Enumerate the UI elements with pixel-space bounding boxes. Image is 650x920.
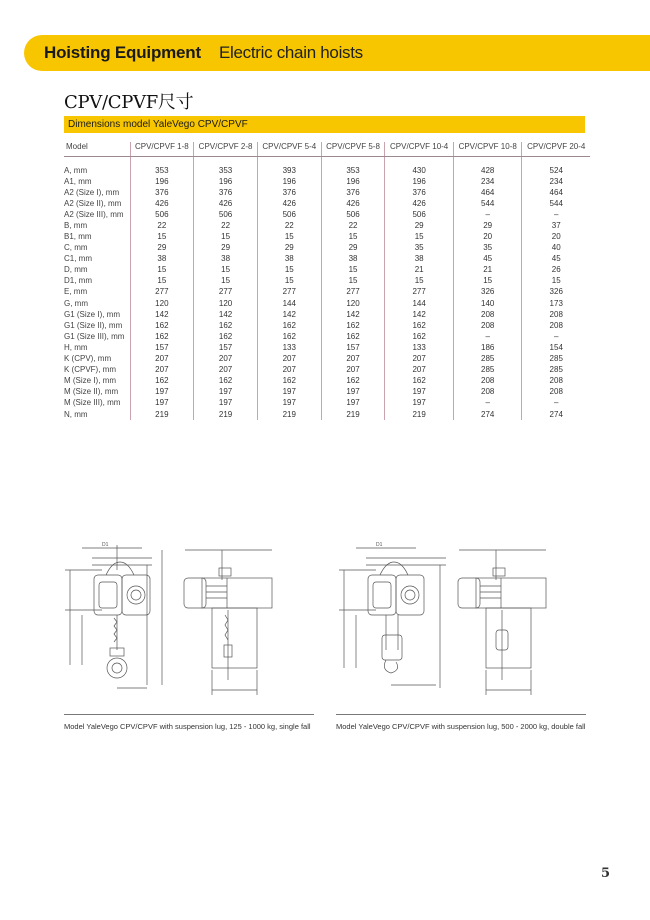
table-cell: 196 bbox=[194, 176, 258, 187]
table-cell: 274 bbox=[453, 408, 522, 419]
table-cell: 162 bbox=[257, 375, 321, 386]
table-cell: 15 bbox=[321, 275, 385, 286]
table-cell: 207 bbox=[385, 364, 454, 375]
table-cell: 430 bbox=[385, 156, 454, 176]
table-cell: 197 bbox=[385, 386, 454, 397]
table-cell: 426 bbox=[194, 198, 258, 209]
table-cell: 133 bbox=[257, 342, 321, 353]
table-cell: 219 bbox=[194, 408, 258, 419]
table-cell: 45 bbox=[522, 253, 590, 264]
table-cell: 162 bbox=[321, 375, 385, 386]
table-cell: 524 bbox=[522, 156, 590, 176]
table-cell: 208 bbox=[522, 375, 590, 386]
table-cell: 207 bbox=[194, 364, 258, 375]
table-cell: 277 bbox=[257, 286, 321, 297]
table-cell: 140 bbox=[453, 298, 522, 309]
caption-single-fall: Model YaleVego CPV/CPVF with suspension lug, 125 - 1000 kg, single fall bbox=[64, 722, 311, 731]
table-cell: 207 bbox=[257, 364, 321, 375]
table-cell: 506 bbox=[321, 209, 385, 220]
table-cell: 162 bbox=[385, 331, 454, 342]
table-cell: 15 bbox=[257, 231, 321, 242]
table-cell: 208 bbox=[453, 375, 522, 386]
row-label: M (Size III), mm bbox=[64, 398, 121, 408]
table-cell: 197 bbox=[385, 397, 454, 408]
table-cell: 393 bbox=[257, 156, 321, 176]
header-bar bbox=[24, 35, 650, 71]
table-row bbox=[64, 364, 590, 375]
table-cell: 15 bbox=[130, 264, 194, 275]
row-label: G1 (Size I), mm bbox=[64, 309, 121, 319]
table-cell: 197 bbox=[257, 386, 321, 397]
hoist-drawing-double-fall bbox=[336, 540, 591, 700]
row-label: A2 (Size III), mm bbox=[64, 209, 124, 219]
table-cell: 15 bbox=[194, 275, 258, 286]
table-cell: 197 bbox=[130, 386, 194, 397]
row-label: A2 (Size I), mm bbox=[64, 187, 120, 197]
table-cell: – bbox=[522, 397, 590, 408]
table-cell: 162 bbox=[130, 375, 194, 386]
table-cell: 197 bbox=[194, 397, 258, 408]
row-label: A2 (Size II), mm bbox=[64, 198, 122, 208]
table-cell: 506 bbox=[257, 209, 321, 220]
svg-text:D1: D1 bbox=[376, 542, 383, 548]
table-cell: 208 bbox=[522, 320, 590, 331]
row-label: C, mm bbox=[64, 243, 88, 253]
table-cell: 40 bbox=[522, 242, 590, 253]
table-cell: 376 bbox=[321, 187, 385, 198]
table-cell: 29 bbox=[385, 220, 454, 231]
table-cell: 208 bbox=[522, 309, 590, 320]
table-cell: 162 bbox=[130, 331, 194, 342]
table-cell: 277 bbox=[321, 286, 385, 297]
table-row bbox=[64, 220, 590, 231]
table-cell: 29 bbox=[321, 242, 385, 253]
table-cell: 15 bbox=[321, 264, 385, 275]
table-body bbox=[64, 156, 590, 420]
column-header: CPV/CPVF 1-8 bbox=[130, 142, 194, 156]
table-cell: 162 bbox=[257, 320, 321, 331]
subsection-title: Electric chain hoists bbox=[218, 43, 363, 62]
table-cell: 219 bbox=[130, 408, 194, 419]
table-cell: 35 bbox=[385, 242, 454, 253]
dimensions-table bbox=[64, 142, 590, 420]
row-label: G1 (Size II), mm bbox=[64, 320, 123, 330]
table-cell: 285 bbox=[522, 364, 590, 375]
table-cell: 376 bbox=[257, 187, 321, 198]
row-label: D1, mm bbox=[64, 276, 92, 286]
table-cell: 376 bbox=[385, 187, 454, 198]
table-cell: 428 bbox=[453, 156, 522, 176]
table-row bbox=[64, 156, 590, 176]
table-row bbox=[64, 375, 590, 386]
table-row bbox=[64, 209, 590, 220]
table-cell: 196 bbox=[321, 176, 385, 187]
table-cell: 162 bbox=[194, 320, 258, 331]
table-row bbox=[64, 320, 590, 331]
table-cell: 144 bbox=[257, 298, 321, 309]
table-cell: 45 bbox=[453, 253, 522, 264]
table-cell: – bbox=[522, 209, 590, 220]
table-cell: 285 bbox=[453, 364, 522, 375]
table-cell: 162 bbox=[385, 375, 454, 386]
table-cell: 22 bbox=[321, 220, 385, 231]
table-cell: 142 bbox=[321, 309, 385, 320]
table-cell: 197 bbox=[194, 386, 258, 397]
table-cell: 20 bbox=[453, 231, 522, 242]
table-cell: – bbox=[453, 397, 522, 408]
table-cell: 120 bbox=[321, 298, 385, 309]
caption-divider-right bbox=[336, 714, 586, 715]
table-cell: 196 bbox=[257, 176, 321, 187]
table-cell: 196 bbox=[385, 176, 454, 187]
table-cell: 208 bbox=[522, 386, 590, 397]
table-cell: 207 bbox=[257, 353, 321, 364]
table-row bbox=[64, 408, 590, 419]
column-header: CPV/CPVF 20-4 bbox=[522, 142, 590, 156]
table-cell: 197 bbox=[130, 397, 194, 408]
row-label: A1, mm bbox=[64, 176, 92, 186]
row-label: N, mm bbox=[64, 409, 88, 419]
table-cell: 208 bbox=[453, 309, 522, 320]
table-cell: 157 bbox=[130, 342, 194, 353]
table-cell: 162 bbox=[321, 331, 385, 342]
table-cell: 277 bbox=[194, 286, 258, 297]
column-header: CPV/CPVF 10-4 bbox=[385, 142, 454, 156]
row-label: K (CPV), mm bbox=[64, 354, 112, 364]
table-cell: 162 bbox=[321, 320, 385, 331]
table-row bbox=[64, 286, 590, 297]
table-cell: 21 bbox=[453, 264, 522, 275]
table-cell: 133 bbox=[385, 342, 454, 353]
row-label: M (Size I), mm bbox=[64, 376, 116, 386]
row-label: E, mm bbox=[64, 287, 88, 297]
caption-divider-left bbox=[64, 714, 314, 715]
table-cell: 26 bbox=[522, 264, 590, 275]
table-cell: 234 bbox=[522, 176, 590, 187]
table-cell: 426 bbox=[257, 198, 321, 209]
table-cell: 506 bbox=[194, 209, 258, 220]
column-header: CPV/CPVF 5-4 bbox=[257, 142, 321, 156]
table-cell: 162 bbox=[194, 375, 258, 386]
table-cell: 376 bbox=[194, 187, 258, 198]
table-cell: 207 bbox=[194, 353, 258, 364]
svg-text:D1: D1 bbox=[102, 542, 109, 548]
table-row bbox=[64, 275, 590, 286]
table-row bbox=[64, 353, 590, 364]
table-cell: 353 bbox=[321, 156, 385, 176]
column-header: CPV/CPVF 10-8 bbox=[453, 142, 522, 156]
table-cell: 207 bbox=[321, 364, 385, 375]
table-cell: 464 bbox=[453, 187, 522, 198]
table-cell: 162 bbox=[130, 320, 194, 331]
table-row bbox=[64, 342, 590, 353]
table-cell: 15 bbox=[385, 275, 454, 286]
table-cell: 15 bbox=[257, 275, 321, 286]
table-cell: 186 bbox=[453, 342, 522, 353]
table-cell: 464 bbox=[522, 187, 590, 198]
table-row bbox=[64, 231, 590, 242]
table-row bbox=[64, 397, 590, 408]
table-cell: 15 bbox=[321, 231, 385, 242]
table-cell: 219 bbox=[385, 408, 454, 419]
table-cell: 197 bbox=[321, 386, 385, 397]
table-cell: 157 bbox=[321, 342, 385, 353]
table-row bbox=[64, 176, 590, 187]
row-label: A, mm bbox=[64, 165, 88, 175]
table-cell: 15 bbox=[130, 275, 194, 286]
table-cell: 29 bbox=[453, 220, 522, 231]
table-cell: 22 bbox=[194, 220, 258, 231]
table-cell: 285 bbox=[522, 353, 590, 364]
table-cell: 20 bbox=[522, 231, 590, 242]
hoist-drawing-single-fall bbox=[62, 540, 317, 700]
table-cell: 22 bbox=[130, 220, 194, 231]
table-cell: 426 bbox=[321, 198, 385, 209]
table-cell: 15 bbox=[194, 231, 258, 242]
table-cell: 353 bbox=[130, 156, 194, 176]
table-cell: 277 bbox=[385, 286, 454, 297]
table-cell: 162 bbox=[385, 320, 454, 331]
table-cell: 29 bbox=[257, 242, 321, 253]
table-cell: 207 bbox=[321, 353, 385, 364]
diagram-single-fall bbox=[62, 540, 317, 700]
table-cell: 22 bbox=[257, 220, 321, 231]
row-label: K (CPVF), mm bbox=[64, 365, 116, 375]
table-cell: 353 bbox=[194, 156, 258, 176]
table-cell: 162 bbox=[257, 331, 321, 342]
row-label: M (Size II), mm bbox=[64, 387, 119, 397]
row-label: H, mm bbox=[64, 342, 88, 352]
table-cell: 197 bbox=[321, 397, 385, 408]
table-cell: 38 bbox=[130, 253, 194, 264]
table-cell: 15 bbox=[385, 231, 454, 242]
table-caption: Dimensions model YaleVego CPV/CPVF bbox=[68, 119, 248, 130]
table-cell: – bbox=[453, 331, 522, 342]
table-row bbox=[64, 187, 590, 198]
table-cell: 506 bbox=[385, 209, 454, 220]
row-label: B1, mm bbox=[64, 232, 92, 242]
table-cell: 142 bbox=[194, 309, 258, 320]
row-label: G1 (Size III), mm bbox=[64, 331, 125, 341]
section-title: Hoisting Equipment bbox=[44, 43, 201, 62]
table-cell: 376 bbox=[130, 187, 194, 198]
table-cell: 37 bbox=[522, 220, 590, 231]
column-header: CPV/CPVF 2-8 bbox=[194, 142, 258, 156]
table-row bbox=[64, 253, 590, 264]
table-caption-bar bbox=[64, 116, 585, 133]
table-cell: 29 bbox=[194, 242, 258, 253]
table-cell: 207 bbox=[385, 353, 454, 364]
table-cell: 15 bbox=[130, 231, 194, 242]
table-cell: 219 bbox=[321, 408, 385, 419]
table-cell: 426 bbox=[130, 198, 194, 209]
table-header-row bbox=[64, 142, 590, 156]
table-cell: 38 bbox=[385, 253, 454, 264]
table-cell: 208 bbox=[453, 320, 522, 331]
table-cell: 506 bbox=[130, 209, 194, 220]
table-cell: 38 bbox=[194, 253, 258, 264]
table-cell: 142 bbox=[130, 309, 194, 320]
table-cell: 544 bbox=[522, 198, 590, 209]
table-cell: 162 bbox=[194, 331, 258, 342]
table-cell: 38 bbox=[257, 253, 321, 264]
table-cell: 207 bbox=[130, 364, 194, 375]
table-cell: 157 bbox=[194, 342, 258, 353]
table-cell: 173 bbox=[522, 298, 590, 309]
table-cell: 326 bbox=[453, 286, 522, 297]
table-cell: 207 bbox=[130, 353, 194, 364]
table-cell: 142 bbox=[257, 309, 321, 320]
table-cell: 29 bbox=[130, 242, 194, 253]
column-header: CPV/CPVF 5-8 bbox=[321, 142, 385, 156]
table-cell: 144 bbox=[385, 298, 454, 309]
table-cell: 274 bbox=[522, 408, 590, 419]
row-label: G, mm bbox=[64, 298, 88, 308]
row-label: D, mm bbox=[64, 265, 88, 275]
page-number: 5 bbox=[601, 866, 611, 881]
row-label: C1, mm bbox=[64, 254, 92, 264]
table-cell: 234 bbox=[453, 176, 522, 187]
table-cell: 120 bbox=[194, 298, 258, 309]
table-cell: 21 bbox=[385, 264, 454, 275]
diagram-double-fall bbox=[336, 540, 591, 700]
column-header-model: Model bbox=[64, 142, 130, 156]
table-cell: – bbox=[522, 331, 590, 342]
table-cell: 285 bbox=[453, 353, 522, 364]
table-row bbox=[64, 198, 590, 209]
table-cell: 326 bbox=[522, 286, 590, 297]
table-cell: 196 bbox=[130, 176, 194, 187]
table-row bbox=[64, 331, 590, 342]
table-row bbox=[64, 264, 590, 275]
table-cell: 15 bbox=[257, 264, 321, 275]
table-cell: 277 bbox=[130, 286, 194, 297]
table-cell: 142 bbox=[385, 309, 454, 320]
table-row bbox=[64, 309, 590, 320]
table-cell: 544 bbox=[453, 198, 522, 209]
table-cell: 208 bbox=[453, 386, 522, 397]
table-row bbox=[64, 386, 590, 397]
table-cell: 120 bbox=[130, 298, 194, 309]
table-row bbox=[64, 298, 590, 309]
table-cell: 15 bbox=[453, 275, 522, 286]
caption-double-fall: Model YaleVego CPV/CPVF with suspension lug, 500 - 2000 kg, double fall bbox=[336, 722, 586, 731]
table-cell: 35 bbox=[453, 242, 522, 253]
table-cell: 154 bbox=[522, 342, 590, 353]
table-cell: 197 bbox=[257, 397, 321, 408]
table-row bbox=[64, 242, 590, 253]
table-cell: 38 bbox=[321, 253, 385, 264]
page-title: CPV/CPVF尺寸 bbox=[64, 92, 194, 113]
table-cell: 15 bbox=[194, 264, 258, 275]
table-cell: 15 bbox=[522, 275, 590, 286]
row-label: B, mm bbox=[64, 220, 88, 230]
table-cell: 219 bbox=[257, 408, 321, 419]
table-cell: 426 bbox=[385, 198, 454, 209]
table-cell: – bbox=[453, 209, 522, 220]
